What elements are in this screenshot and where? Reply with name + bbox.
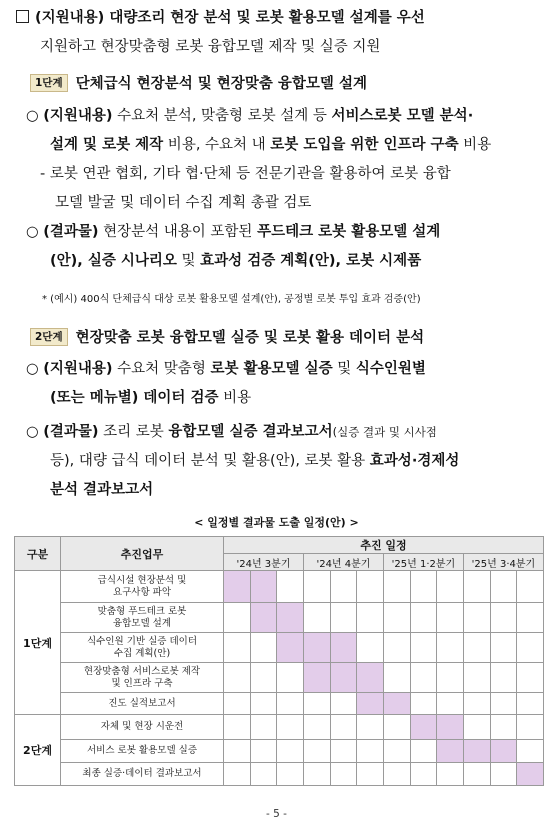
text-span: 비용 bbox=[458, 137, 492, 153]
task-cell bbox=[61, 571, 224, 603]
text-span: (또는 메뉴별) 데이터 검증 bbox=[50, 390, 219, 406]
header-quarter: '25년 1·2분기 bbox=[383, 554, 463, 571]
gantt-cell bbox=[250, 663, 277, 693]
gantt-cell bbox=[490, 571, 517, 603]
text-span: 조리 로봇 bbox=[98, 424, 169, 440]
task-line1: 식수인원 기반 실증 데이터 bbox=[86, 635, 197, 647]
text-span: (실증 결과 및 시사점 bbox=[332, 425, 437, 439]
schedule-table bbox=[14, 536, 544, 786]
schedule-row bbox=[15, 663, 544, 693]
stage1-result-paragraph: ○ (결과물) 현장분석 내용이 포함된 푸드테크 로봇 활용모델 설계 (안), 실증 시나리오 및 효과성 검증 계획(안), 로봇 시제품 bbox=[26, 224, 441, 269]
schedule-row bbox=[15, 763, 544, 786]
gantt-cell bbox=[330, 693, 357, 715]
text-line: 모델 발굴 및 데이터 수집 계획 총괄 검토 bbox=[55, 195, 312, 211]
gantt-bar-cell bbox=[250, 603, 277, 633]
text-span: (안), 실증 시나리오 bbox=[50, 253, 177, 269]
gantt-bar-cell bbox=[463, 740, 490, 763]
gantt-cell bbox=[357, 763, 384, 786]
task-cell bbox=[61, 740, 224, 763]
gantt-cell bbox=[250, 715, 277, 740]
task-line1: 현장맞춤형 서비스로봇 제작 bbox=[83, 665, 201, 677]
header-task: 추진업무 bbox=[61, 537, 224, 571]
gantt-cell bbox=[277, 571, 304, 603]
intro-paragraph bbox=[16, 4, 425, 62]
schedule-row bbox=[15, 633, 544, 663]
gantt-cell bbox=[277, 740, 304, 763]
text-span: 융합모델 실증 결과보고서 bbox=[168, 424, 333, 440]
text-span: 효과성 검증 계획(안), 로봇 시제품 bbox=[200, 253, 422, 269]
gantt-cell bbox=[490, 633, 517, 663]
task-line2: 및 인프라 구축 bbox=[111, 677, 173, 689]
task-line1: 진도 실적보고서 bbox=[108, 697, 176, 709]
gantt-cell bbox=[224, 693, 251, 715]
gantt-bar-cell bbox=[357, 663, 384, 693]
schedule-row bbox=[15, 715, 544, 740]
gantt-bar-cell bbox=[517, 763, 544, 786]
gantt-cell bbox=[277, 763, 304, 786]
gantt-cell bbox=[303, 571, 330, 603]
text-span: (지원내용) bbox=[43, 108, 113, 124]
text-span: 및 bbox=[176, 253, 201, 269]
header-quarter: '24년 4분기 bbox=[303, 554, 383, 571]
gantt-cell bbox=[463, 603, 490, 633]
task-line2: 수집 계획(안) bbox=[113, 647, 171, 659]
gantt-cell bbox=[463, 693, 490, 715]
gantt-cell bbox=[410, 693, 437, 715]
gantt-cell bbox=[357, 633, 384, 663]
task-cell bbox=[61, 603, 224, 633]
text-span: 수요처 분석, 맞춤형 로봇 설계 등 bbox=[112, 108, 332, 124]
task-cell bbox=[61, 763, 224, 786]
gantt-cell bbox=[517, 715, 544, 740]
gantt-cell bbox=[463, 763, 490, 786]
gantt-cell bbox=[224, 663, 251, 693]
gantt-cell bbox=[224, 715, 251, 740]
gantt-bar-cell bbox=[410, 715, 437, 740]
gantt-cell bbox=[303, 715, 330, 740]
gantt-cell bbox=[490, 763, 517, 786]
task-cell bbox=[61, 663, 224, 693]
gantt-cell bbox=[437, 663, 464, 693]
text-span: (결과물) bbox=[43, 424, 99, 440]
gantt-cell bbox=[277, 693, 304, 715]
gantt-cell bbox=[490, 663, 517, 693]
task-cell bbox=[61, 715, 224, 740]
gantt-cell bbox=[437, 603, 464, 633]
gantt-cell bbox=[277, 715, 304, 740]
page-number: - 5 - bbox=[266, 808, 287, 820]
stage2-support-paragraph: ○ (지원내용) 수요처 맞춤형 로봇 활용모델 실증 및 식수인원별 (또는 메뉴별) 데이터 검증 비용 bbox=[26, 361, 426, 406]
header-stage: 구분 bbox=[15, 537, 61, 571]
text-span: 수요처 맞춤형 bbox=[112, 361, 211, 377]
stage2-header bbox=[30, 326, 424, 347]
gantt-cell bbox=[410, 740, 437, 763]
gantt-cell bbox=[437, 693, 464, 715]
task-line1: 서비스 로봇 활용모델 실증 bbox=[86, 745, 197, 756]
text-span: 로봇 도입을 위한 인프라 구축 bbox=[270, 137, 459, 153]
gantt-cell bbox=[277, 663, 304, 693]
gantt-cell bbox=[224, 633, 251, 663]
schedule-body bbox=[15, 571, 544, 786]
text-line: 분석 결과보고서 bbox=[50, 482, 154, 498]
gantt-cell bbox=[410, 571, 437, 603]
gantt-cell bbox=[303, 693, 330, 715]
gantt-cell bbox=[410, 663, 437, 693]
gantt-cell bbox=[250, 740, 277, 763]
text-span: 식수인원별 bbox=[355, 361, 426, 377]
task-line2: 융합모델 설계 bbox=[112, 617, 172, 629]
intro-line1: (지원내용) 대량조리 현장 분석 및 로봇 활용모델 설계를 우선 bbox=[35, 10, 425, 26]
task-cell bbox=[61, 693, 224, 715]
stage-label: 2단계 bbox=[15, 715, 61, 786]
gantt-cell bbox=[383, 571, 410, 603]
gantt-cell bbox=[517, 693, 544, 715]
gantt-bar-cell bbox=[303, 633, 330, 663]
gantt-bar-cell bbox=[330, 663, 357, 693]
gantt-cell bbox=[250, 693, 277, 715]
gantt-bar-cell bbox=[330, 633, 357, 663]
gantt-cell bbox=[357, 715, 384, 740]
schedule-row bbox=[15, 603, 544, 633]
gantt-cell bbox=[330, 715, 357, 740]
gantt-cell bbox=[437, 633, 464, 663]
gantt-bar-cell bbox=[357, 693, 384, 715]
gantt-cell bbox=[383, 763, 410, 786]
gantt-cell bbox=[410, 633, 437, 663]
text-span: 효과성·경제성 bbox=[369, 453, 460, 469]
gantt-cell bbox=[517, 571, 544, 603]
gantt-cell bbox=[383, 715, 410, 740]
task-line1: 자체 및 현장 시운전 bbox=[100, 721, 184, 732]
schedule-row bbox=[15, 571, 544, 603]
gantt-cell bbox=[437, 763, 464, 786]
intro-line2: 지원하고 현장맞춤형 로봇 융합모델 제작 및 실증 지원 bbox=[40, 39, 381, 55]
gantt-cell bbox=[490, 715, 517, 740]
gantt-bar-cell bbox=[277, 633, 304, 663]
stage1-title: 단체급식 현장분석 및 현장맞춤 융합모델 설계 bbox=[75, 76, 367, 92]
text-span: (지원내용) bbox=[43, 361, 113, 377]
gantt-cell bbox=[330, 740, 357, 763]
task-line1: 맞춤형 푸드테크 로봇 bbox=[97, 605, 187, 617]
stage-label: 1단계 bbox=[15, 571, 61, 715]
gantt-cell bbox=[224, 740, 251, 763]
stage2-result-paragraph: ○ (결과물) 조리 로봇 융합모델 실증 결과보고서(실증 결과 및 시사점 등), 대량 급식 데이터 분석 및 활용(안), 로봇 활용 효과성·경제성 분석 결과보고서 bbox=[26, 418, 459, 505]
checkbox-square-icon bbox=[16, 10, 29, 23]
stage1-footnote: * (예시) 400식 단체급식 대상 로봇 활용모델 설계(안), 공정별 로봇 투입 효과 검증(안) bbox=[42, 294, 421, 305]
gantt-cell bbox=[330, 763, 357, 786]
gantt-cell bbox=[463, 571, 490, 603]
gantt-cell bbox=[517, 663, 544, 693]
stage1-header bbox=[30, 72, 367, 93]
stage1-sub-bullet bbox=[40, 160, 451, 218]
stage1-support-paragraph: ○ (지원내용) 수요처 분석, 맞춤형 로봇 설계 등 서비스로봇 모델 분석· 설계 및 로봇 제작 비용, 수요처 내 로봇 도입을 위한 인프라 구축 비용 bbox=[26, 108, 492, 153]
gantt-cell bbox=[463, 663, 490, 693]
gantt-bar-cell bbox=[277, 603, 304, 633]
gantt-cell bbox=[410, 763, 437, 786]
gantt-bar-cell bbox=[224, 571, 251, 603]
text-span: 현장분석 내용이 포함된 bbox=[98, 224, 258, 240]
gantt-cell bbox=[383, 663, 410, 693]
text-span: 비용, 수요처 내 bbox=[163, 137, 271, 153]
gantt-cell bbox=[303, 740, 330, 763]
gantt-cell bbox=[383, 603, 410, 633]
gantt-cell bbox=[357, 571, 384, 603]
task-line2: 요구사항 파악 bbox=[112, 586, 172, 598]
gantt-cell bbox=[303, 603, 330, 633]
gantt-bar-cell bbox=[250, 571, 277, 603]
header-quarter: '24년 3분기 bbox=[224, 554, 304, 571]
header-schedule: 추진 일정 bbox=[224, 537, 544, 554]
stage2-badge: 2단계 bbox=[30, 328, 68, 346]
gantt-cell bbox=[410, 603, 437, 633]
text-span: 서비스로봇 모델 분석· bbox=[331, 108, 474, 124]
gantt-cell bbox=[490, 693, 517, 715]
header-quarter: '25년 3·4분기 bbox=[463, 554, 543, 571]
gantt-cell bbox=[250, 763, 277, 786]
task-cell bbox=[61, 633, 224, 663]
text-span: 비용 bbox=[218, 390, 252, 406]
text-span: (결과물) bbox=[43, 224, 99, 240]
gantt-cell bbox=[383, 633, 410, 663]
schedule-row bbox=[15, 740, 544, 763]
gantt-cell bbox=[330, 571, 357, 603]
text-span: 설계 및 로봇 제작 bbox=[50, 137, 164, 153]
gantt-cell bbox=[463, 633, 490, 663]
gantt-cell bbox=[517, 603, 544, 633]
gantt-cell bbox=[303, 763, 330, 786]
gantt-cell bbox=[383, 740, 410, 763]
gantt-cell bbox=[224, 763, 251, 786]
gantt-bar-cell bbox=[437, 740, 464, 763]
gantt-cell bbox=[490, 603, 517, 633]
task-line1: 급식시설 현장분석 및 bbox=[97, 574, 187, 586]
gantt-cell bbox=[224, 603, 251, 633]
text-span: 푸드테크 로봇 활용모델 설계 bbox=[257, 224, 441, 240]
stage2-title: 현장맞춤 로봇 융합모델 실증 및 로봇 활용 데이터 분석 bbox=[75, 330, 425, 346]
gantt-cell bbox=[463, 715, 490, 740]
schedule-caption: < 일정별 결과물 도출 일정(안) > bbox=[194, 516, 359, 529]
gantt-bar-cell bbox=[437, 715, 464, 740]
gantt-cell bbox=[250, 633, 277, 663]
gantt-bar-cell bbox=[383, 693, 410, 715]
gantt-cell bbox=[517, 740, 544, 763]
schedule-row bbox=[15, 693, 544, 715]
task-line1: 최종 실증·데이터 결과보고서 bbox=[82, 768, 202, 779]
gantt-bar-cell bbox=[303, 663, 330, 693]
gantt-cell bbox=[517, 633, 544, 663]
gantt-cell bbox=[357, 603, 384, 633]
text-line: - 로봇 연관 협회, 기타 협·단체 등 전문기관을 활용하여 로봇 융합 bbox=[40, 166, 451, 182]
gantt-cell bbox=[437, 571, 464, 603]
gantt-cell bbox=[357, 740, 384, 763]
stage1-badge: 1단계 bbox=[30, 74, 68, 92]
text-span: 및 bbox=[332, 361, 356, 377]
text-span: 등), 대량 급식 데이터 분석 및 활용(안), 로봇 활용 bbox=[50, 453, 370, 469]
gantt-cell bbox=[330, 603, 357, 633]
gantt-bar-cell bbox=[490, 740, 517, 763]
text-span: 로봇 활용모델 실증 bbox=[210, 361, 333, 377]
